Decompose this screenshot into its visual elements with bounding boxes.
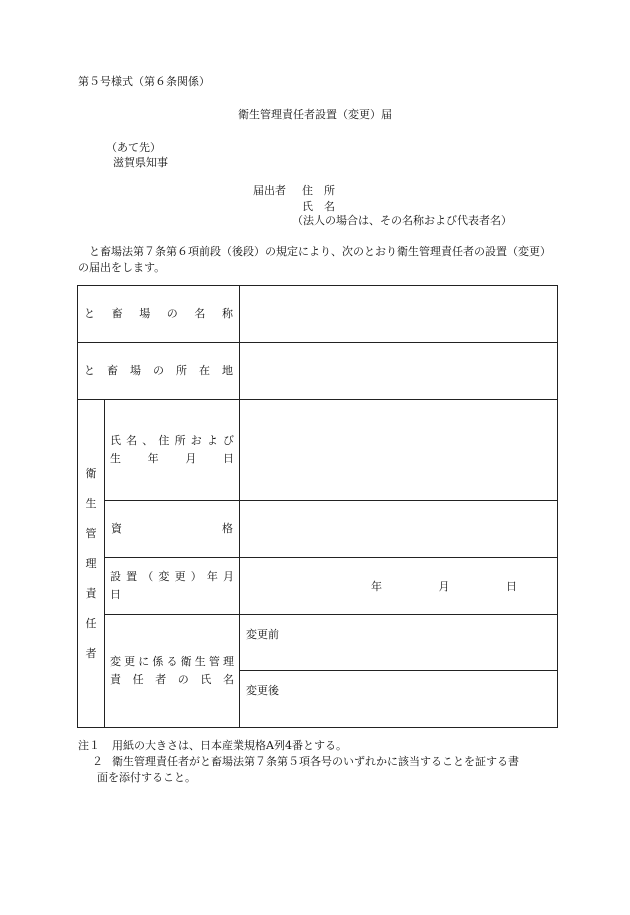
after-change-label: 変更後	[246, 684, 279, 697]
table-row	[78, 558, 558, 615]
install-date-label	[105, 558, 240, 615]
manager-char: 責	[85, 586, 97, 600]
table-row	[78, 400, 558, 501]
name-address-dob-label	[105, 400, 240, 501]
manager-char: 者	[85, 646, 97, 660]
note-2-lead: ２	[92, 755, 103, 768]
slaughterhouse-name-label: と畜場の名称	[78, 286, 240, 343]
slaughterhouse-name-field[interactable]	[240, 286, 558, 343]
install-date-line1: 設置（変更）年月	[110, 570, 234, 583]
document-title: 衛生管理責任者設置（変更）届	[238, 108, 392, 121]
name-address-dob-line1: 氏名、住所および	[110, 434, 234, 447]
qualification-field[interactable]	[240, 501, 558, 558]
notifier-address-label: 住 所	[302, 184, 335, 197]
table-row	[78, 286, 558, 343]
name-address-dob-field[interactable]	[240, 400, 558, 501]
date-month: 月	[438, 580, 450, 593]
changed-manager-label	[105, 615, 240, 728]
changed-manager-line1: 変更に係る衛生管理	[110, 655, 234, 668]
slaughterhouse-location-label: と畜場の所在地	[78, 343, 240, 400]
changed-manager-line2: 責任者の氏名	[110, 673, 234, 686]
table-row	[78, 501, 558, 558]
before-change-label: 変更前	[246, 628, 279, 641]
form-number: 第５号様式（第６条関係）	[78, 75, 210, 88]
manager-char: 生	[85, 496, 97, 510]
notifier-label: 届出者	[253, 184, 286, 197]
addressee-name: 滋賀県知事	[113, 156, 168, 169]
after-change-field[interactable]	[240, 671, 558, 728]
table-row	[78, 615, 558, 671]
slaughterhouse-location-field[interactable]	[240, 343, 558, 400]
date-year: 年	[371, 580, 382, 593]
note-1-lead: 注１	[78, 739, 100, 752]
manager-char: 理	[85, 556, 97, 570]
intro-paragraph: と畜場法第７条第６項前段（後段）の規定により、次のとおり衛生管理責任者の設置（変更）の届出をします。	[78, 245, 551, 274]
manager-char: 任	[85, 616, 97, 630]
date-day: 日	[506, 580, 517, 593]
name-address-dob-line2: 生年月日	[110, 452, 234, 465]
notifier-name-label: 氏 名	[302, 200, 335, 213]
notifier-corporate-note: （法人の場合は、その名称および代表者名）	[292, 214, 512, 227]
install-date-line2: 日	[110, 588, 121, 601]
note-1-text: 用紙の大きさは、日本産業規格A列4番とする。	[112, 739, 347, 752]
manager-group-label	[78, 400, 105, 728]
note-2-text-line2: 面を添付すること。	[97, 771, 196, 784]
table-row	[78, 343, 558, 400]
addressee-label: （あて先）	[106, 141, 161, 154]
note-2-text-line1: 衛生管理責任者がと畜場法第７条第５項各号のいずれかに該当することを証する書	[112, 755, 519, 768]
manager-char: 管	[85, 526, 97, 540]
notification-form-table	[77, 285, 558, 728]
before-change-field[interactable]	[240, 615, 558, 671]
install-date-field[interactable]	[240, 558, 558, 615]
manager-char: 衛	[85, 466, 97, 480]
qualification-label: 資格	[105, 501, 240, 558]
